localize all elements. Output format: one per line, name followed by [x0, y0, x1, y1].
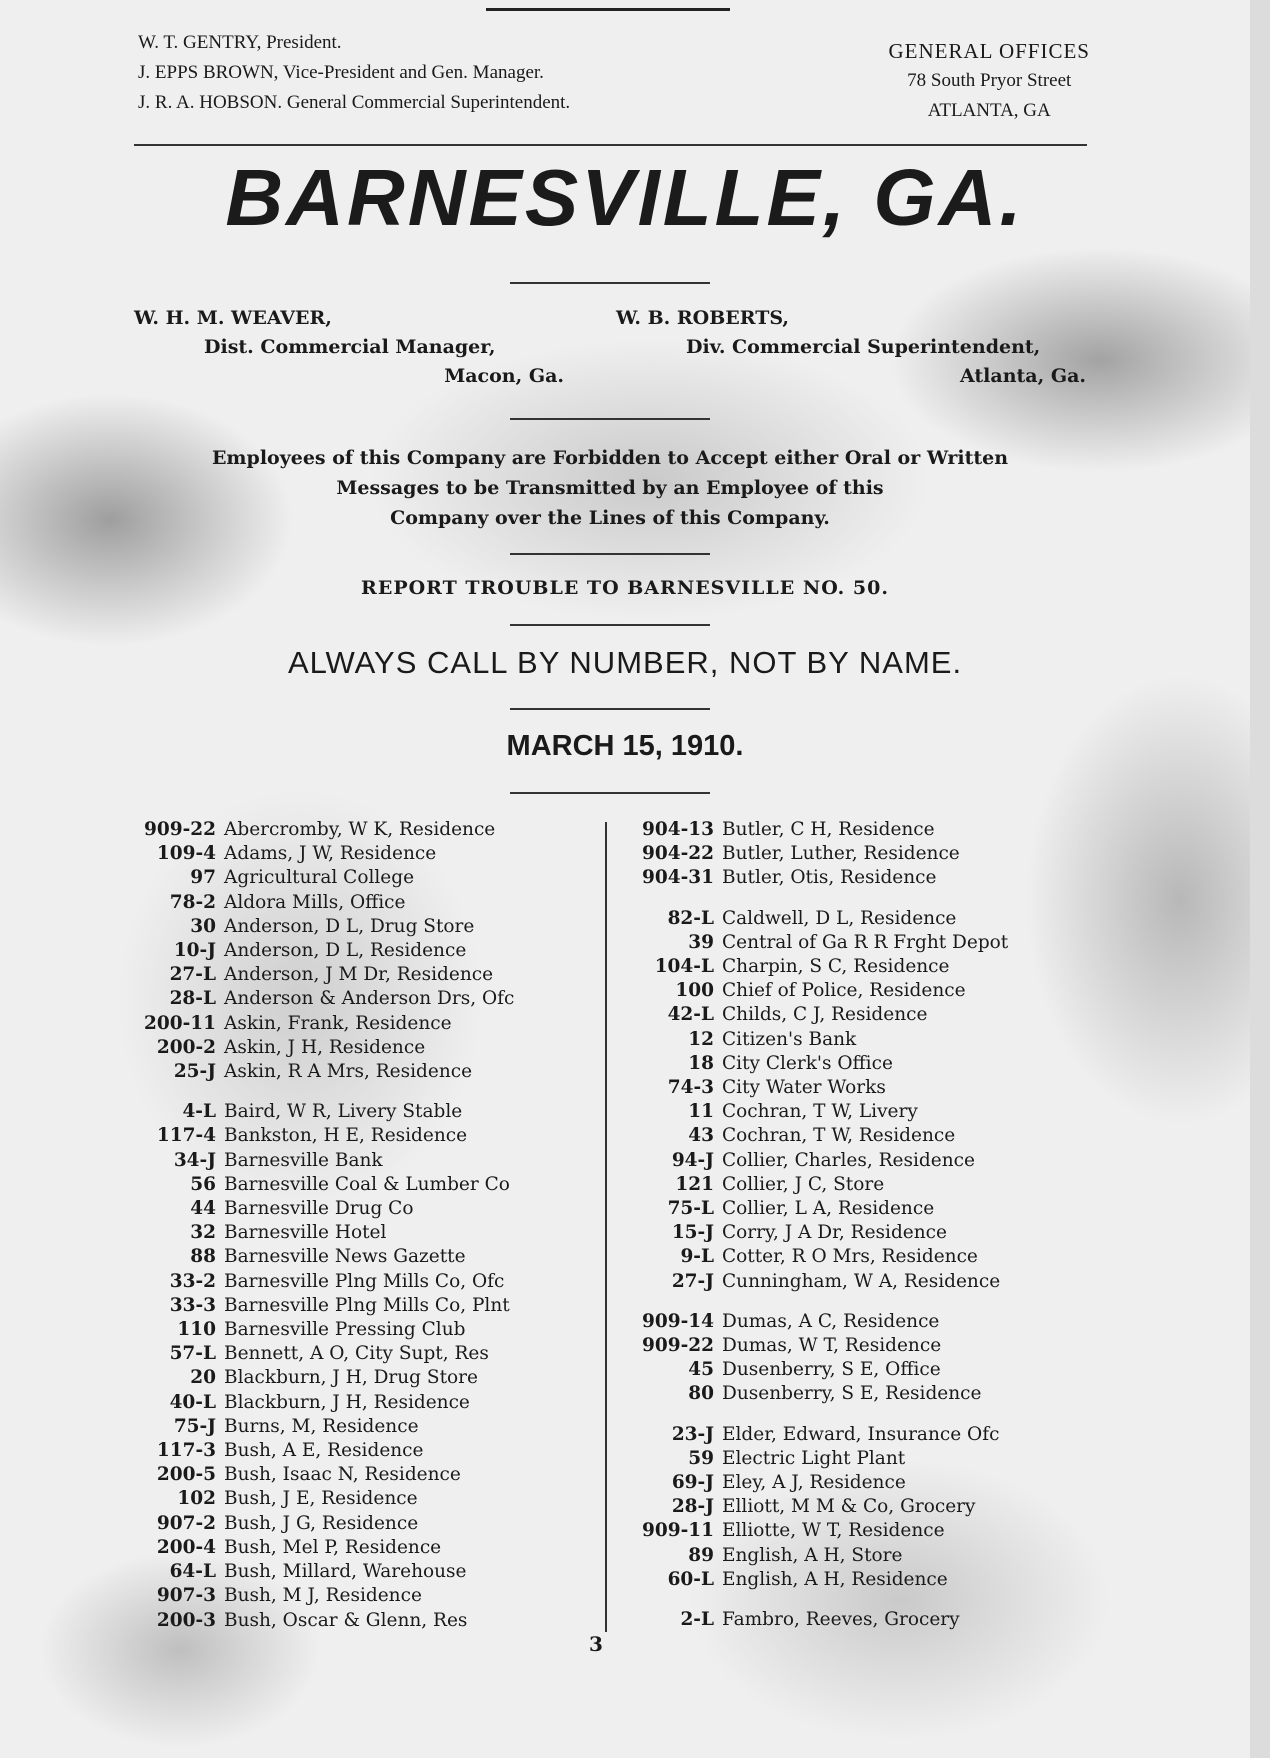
subscriber-name: Barnesville Hotel [224, 1222, 387, 1244]
listing-row [624, 1197, 1094, 1221]
divider [510, 553, 710, 555]
subscriber-name: Eley, A J, Residence [722, 1472, 906, 1494]
phone-number: 28-J [671, 1496, 714, 1518]
listing-row [126, 1124, 596, 1148]
listing-row [126, 1318, 596, 1342]
listing-row [126, 1100, 596, 1124]
listing-row [624, 955, 1094, 979]
subscriber-name: Barnesville Drug Co [224, 1198, 414, 1220]
subscriber-name: Charpin, S C, Residence [722, 956, 950, 978]
subscriber-name: Anderson, D L, Drug Store [224, 915, 475, 937]
general-offices-block [889, 36, 1091, 126]
subscriber-name: English, A H, Residence [722, 1568, 948, 1590]
phone-number: 27-L [169, 964, 216, 986]
divider [510, 282, 710, 284]
divider [510, 708, 710, 710]
phone-number: 33-3 [169, 1294, 216, 1316]
phone-number: 907-2 [156, 1512, 216, 1534]
officer-line: W. T. GENTRY, President. [138, 32, 342, 53]
subscriber-name: Elliotte, W T, Residence [722, 1520, 945, 1542]
listing-row [624, 1608, 1094, 1632]
phone-number: 27-J [671, 1270, 714, 1292]
subscriber-name: Bush, M J, Residence [224, 1585, 422, 1607]
listing-row [624, 1471, 1094, 1495]
phone-number: 60-L [667, 1568, 714, 1590]
subscriber-name: Baird, W R, Livery Stable [224, 1101, 463, 1123]
subscriber-name: Dumas, W T, Residence [722, 1335, 942, 1357]
superintendent-role: Div. Commercial Superintendent, [686, 336, 1041, 358]
phone-number: 200-2 [156, 1036, 216, 1058]
officer-line: J. EPPS BROWN, Vice-President and Gen. Manager. [138, 62, 544, 83]
listing-row [624, 1245, 1094, 1269]
subscriber-name: Bush, Oscar & Glenn, Res [224, 1609, 468, 1631]
phone-number: 88 [190, 1246, 216, 1268]
subscriber-name: Abercromby, W K, Residence [224, 819, 496, 840]
subscriber-name: Fambro, Reeves, Grocery [722, 1609, 960, 1631]
subscriber-name: Elder, Edward, Insurance Ofc [722, 1423, 1000, 1445]
subscriber-name: Blackburn, J H, Drug Store [224, 1367, 478, 1389]
call-by-number-notice: ALWAYS CALL BY NUMBER, NOT BY NAME. [287, 645, 963, 680]
listing-row [126, 1012, 596, 1036]
phone-number: 75-J [173, 1415, 216, 1437]
subscriber-name: Bush, Mel P, Residence [224, 1536, 442, 1558]
subscriber-name: Dusenberry, S E, Residence [722, 1383, 982, 1405]
phone-number: 28-L [169, 988, 216, 1010]
listing-row [126, 1366, 596, 1390]
phone-number: 117-4 [156, 1125, 216, 1147]
phone-number: 100 [675, 980, 714, 1002]
phone-number: 57-L [169, 1343, 216, 1365]
page-title: BARNESVILLE, GA. [225, 153, 1025, 242]
notice-line: Messages to be Transmitted by an Employee of this [336, 477, 884, 499]
phone-number: 82-L [667, 907, 714, 929]
listing-row [126, 963, 596, 987]
listing-row [624, 1519, 1094, 1543]
subscriber-name: Caldwell, D L, Residence [722, 907, 957, 929]
subscriber-name: Barnesville Pressing Club [224, 1319, 466, 1341]
listing-row [126, 1173, 596, 1197]
subscriber-name: Elliott, M M & Co, Grocery [722, 1496, 976, 1518]
subscriber-name: Cochran, T W, Residence [722, 1125, 956, 1147]
notice-line: Employees of this Company are Forbidden to Accept either Oral or Written [211, 447, 1009, 469]
listing-row [126, 866, 596, 890]
listing-row [126, 1342, 596, 1366]
subscriber-name: Askin, J H, Residence [224, 1036, 426, 1058]
subscriber-name: Bush, Isaac N, Residence [224, 1464, 461, 1486]
phone-number: 109-4 [156, 843, 216, 865]
listing-row [126, 1609, 596, 1633]
phone-number: 75-L [667, 1198, 714, 1220]
phone-number: 69-J [671, 1472, 714, 1494]
phone-number: 40-L [169, 1391, 216, 1413]
listing-row [126, 1584, 596, 1608]
listing-row [126, 1439, 596, 1463]
phone-number: 909-22 [143, 819, 216, 840]
phone-number: 33-2 [169, 1270, 216, 1292]
listing-column-left [126, 818, 596, 1633]
listing-row [624, 1447, 1094, 1471]
phone-number: 10-J [173, 940, 216, 962]
district-manager-block [134, 304, 564, 391]
group-gap [624, 1592, 1094, 1608]
directory-date: MARCH 15, 1910. [506, 730, 744, 762]
phone-number: 89 [688, 1544, 714, 1566]
phone-number: 78-2 [169, 891, 216, 913]
subscriber-name: Barnesville News Gazette [224, 1246, 466, 1268]
subscriber-name: Bennett, A O, City Supt, Res [224, 1343, 489, 1365]
subscriber-name: Cochran, T W, Livery [722, 1101, 918, 1123]
subscriber-name: Butler, Luther, Residence [722, 843, 960, 865]
division-superintendent-block [616, 304, 1086, 391]
phone-number: 43 [688, 1125, 714, 1147]
phone-number: 104-L [654, 956, 714, 978]
phone-number: 11 [688, 1101, 714, 1123]
listing-row [624, 1100, 1094, 1124]
manager-role: Dist. Commercial Manager, [204, 336, 496, 358]
listing-row [126, 915, 596, 939]
subscriber-name: Agricultural College [224, 867, 415, 889]
phone-number: 44 [190, 1198, 216, 1220]
listing-row [126, 987, 596, 1011]
subscriber-name: Bush, J G, Residence [224, 1512, 419, 1534]
phone-number: 117-3 [156, 1440, 216, 1462]
subscriber-name: Childs, C J, Residence [722, 1004, 928, 1026]
phone-number: 200-4 [156, 1536, 216, 1558]
phone-number: 200-5 [156, 1464, 216, 1486]
phone-number: 80 [688, 1383, 714, 1405]
subscriber-name: Collier, Charles, Residence [722, 1149, 975, 1171]
phone-number: 23-J [671, 1423, 714, 1445]
listing-column-right [624, 818, 1094, 1632]
listing-row [126, 1415, 596, 1439]
subscriber-name: Askin, Frank, Residence [224, 1012, 452, 1034]
phone-number: 25-J [173, 1061, 216, 1083]
listing-row [624, 979, 1094, 1003]
listing-row [624, 818, 1094, 842]
subscriber-name: Askin, R A Mrs, Residence [224, 1061, 473, 1083]
phone-number: 20 [190, 1367, 216, 1389]
listing-row [624, 1382, 1094, 1406]
phone-number: 39 [688, 931, 714, 953]
phone-number: 121 [675, 1173, 714, 1195]
notice-line: Company over the Lines of this Company. [390, 507, 830, 529]
listing-row [624, 1052, 1094, 1076]
listing-row [126, 1512, 596, 1536]
subscriber-name: Corry, J A Dr, Residence [722, 1222, 947, 1244]
listing-row [624, 1028, 1094, 1052]
offices-heading: GENERAL OFFICES [888, 39, 1090, 63]
listing-row [624, 1568, 1094, 1592]
header-divider [134, 144, 1087, 146]
listing-row [126, 939, 596, 963]
phone-number: 15-J [671, 1222, 714, 1244]
divider [510, 624, 710, 626]
subscriber-name: Collier, J C, Store [722, 1173, 885, 1195]
phone-number: 97 [190, 867, 216, 889]
listing-row [126, 818, 596, 842]
listing-row [624, 1544, 1094, 1568]
phone-number: 907-3 [156, 1585, 216, 1607]
phone-number: 45 [688, 1359, 714, 1381]
subscriber-name: Cotter, R O Mrs, Residence [722, 1246, 978, 1268]
group-gap [624, 1294, 1094, 1310]
subscriber-name: Bankston, H E, Residence [224, 1125, 468, 1147]
phone-number: 904-13 [641, 819, 714, 840]
group-gap [624, 1407, 1094, 1423]
phone-number: 200-11 [143, 1012, 216, 1034]
subscriber-name: Dumas, A C, Residence [722, 1310, 940, 1332]
offices-street: 78 South Pryor Street [907, 70, 1072, 91]
listing-row [624, 1124, 1094, 1148]
group-gap [126, 1084, 596, 1100]
employee-notice [128, 443, 1092, 533]
listing-row [126, 842, 596, 866]
subscriber-name: Blackburn, J H, Residence [224, 1391, 470, 1413]
column-divider [605, 822, 607, 1632]
listing-row [624, 907, 1094, 931]
subscriber-name: Bush, J E, Residence [224, 1488, 418, 1510]
listing-row [624, 1495, 1094, 1519]
superintendent-name: W. B. ROBERTS, [616, 307, 790, 329]
listing-row [624, 1423, 1094, 1447]
manager-name: W. H. M. WEAVER, [134, 307, 332, 329]
listing-row [624, 1149, 1094, 1173]
subscriber-name: Barnesville Plng Mills Co, Ofc [224, 1270, 505, 1292]
phone-number: 32 [190, 1222, 216, 1244]
phone-number: 9-L [680, 1246, 714, 1268]
listing-row [126, 1463, 596, 1487]
phone-number: 2-L [680, 1609, 714, 1631]
listing-row [126, 1060, 596, 1084]
listing-row [624, 842, 1094, 866]
manager-location: Macon, Ga. [444, 365, 564, 387]
listing-row [126, 1294, 596, 1318]
listing-row [624, 1358, 1094, 1382]
phone-number: 12 [688, 1028, 714, 1050]
phone-number: 56 [190, 1173, 216, 1195]
listing-row [624, 1310, 1094, 1334]
offices-city: ATLANTA, GA [927, 100, 1051, 121]
subscriber-name: Bush, A E, Residence [224, 1440, 424, 1462]
subscriber-name: Chief of Police, Residence [722, 980, 966, 1002]
phone-number: 34-J [173, 1149, 216, 1171]
subscriber-name: Butler, C H, Residence [722, 819, 935, 840]
listing-row [126, 1536, 596, 1560]
subscriber-name: Adams, J W, Residence [224, 843, 437, 865]
listing-row [126, 1487, 596, 1511]
subscriber-name: Central of Ga R R Frght Depot [722, 931, 1009, 953]
listing-row [624, 1003, 1094, 1027]
divider [510, 418, 710, 420]
phone-number: 904-31 [641, 867, 714, 889]
listing-row [624, 1334, 1094, 1358]
subscriber-name: Dusenberry, S E, Office [722, 1359, 941, 1381]
phone-number: 64-L [169, 1561, 216, 1583]
subscriber-name: Electric Light Plant [722, 1447, 906, 1469]
phone-number: 909-14 [641, 1310, 714, 1332]
subscriber-name: City Clerk's Office [722, 1052, 893, 1074]
listing-row [126, 1036, 596, 1060]
subscriber-name: Cunningham, W A, Residence [722, 1270, 1001, 1292]
page-number: 3 [589, 1632, 603, 1656]
phone-number: 74-3 [667, 1077, 714, 1099]
subscriber-name: Collier, L A, Residence [722, 1198, 935, 1220]
officers-block [138, 28, 570, 118]
phone-number: 909-22 [641, 1335, 714, 1357]
phone-number: 94-J [671, 1149, 714, 1171]
listing-row [624, 1221, 1094, 1245]
phone-number: 30 [190, 915, 216, 937]
subscriber-name: Aldora Mills, Office [224, 891, 406, 913]
phone-number: 18 [688, 1052, 714, 1074]
phone-number: 42-L [667, 1004, 714, 1026]
listing-row [624, 1270, 1094, 1294]
listing-row [126, 1245, 596, 1269]
subscriber-name: Anderson & Anderson Drs, Ofc [224, 988, 515, 1010]
subscriber-name: English, A H, Store [722, 1544, 903, 1566]
phone-number: 110 [177, 1319, 216, 1341]
subscriber-name: Citizen's Bank [722, 1028, 857, 1050]
listing-row [126, 1149, 596, 1173]
listing-row [126, 1560, 596, 1584]
subscriber-name: Bush, Millard, Warehouse [224, 1561, 467, 1583]
listing-row [624, 931, 1094, 955]
divider [510, 792, 710, 794]
phone-number: 102 [177, 1488, 216, 1510]
phone-number: 904-22 [641, 843, 714, 865]
listing-row [126, 1197, 596, 1221]
superintendent-location: Atlanta, Ga. [960, 365, 1086, 387]
trouble-report-line: REPORT TROUBLE TO BARNESVILLE NO. 50. [361, 577, 889, 599]
subscriber-name: Barnesville Bank [224, 1149, 383, 1171]
listing-row [126, 1391, 596, 1415]
subscriber-name: City Water Works [722, 1077, 886, 1099]
subscriber-name: Barnesville Coal & Lumber Co [224, 1173, 510, 1195]
listing-row [624, 866, 1094, 890]
subscriber-name: Anderson, J M Dr, Residence [224, 964, 494, 986]
phone-number: 909-11 [641, 1520, 714, 1542]
listing-row [126, 891, 596, 915]
top-rule [486, 8, 730, 11]
listing-row [126, 1221, 596, 1245]
subscriber-name: Burns, M, Residence [224, 1415, 419, 1437]
subscriber-name: Anderson, D L, Residence [224, 940, 467, 962]
phone-number: 59 [688, 1447, 714, 1469]
subscriber-name: Butler, Otis, Residence [722, 867, 937, 889]
listing-row [624, 1076, 1094, 1100]
phone-number: 4-L [182, 1101, 216, 1123]
officer-line: J. R. A. HOBSON. General Commercial Superintendent. [138, 92, 571, 113]
listing-row [126, 1270, 596, 1294]
subscriber-name: Barnesville Plng Mills Co, Plnt [224, 1294, 510, 1316]
phone-number: 200-3 [156, 1609, 216, 1631]
group-gap [624, 891, 1094, 907]
listing-row [624, 1173, 1094, 1197]
